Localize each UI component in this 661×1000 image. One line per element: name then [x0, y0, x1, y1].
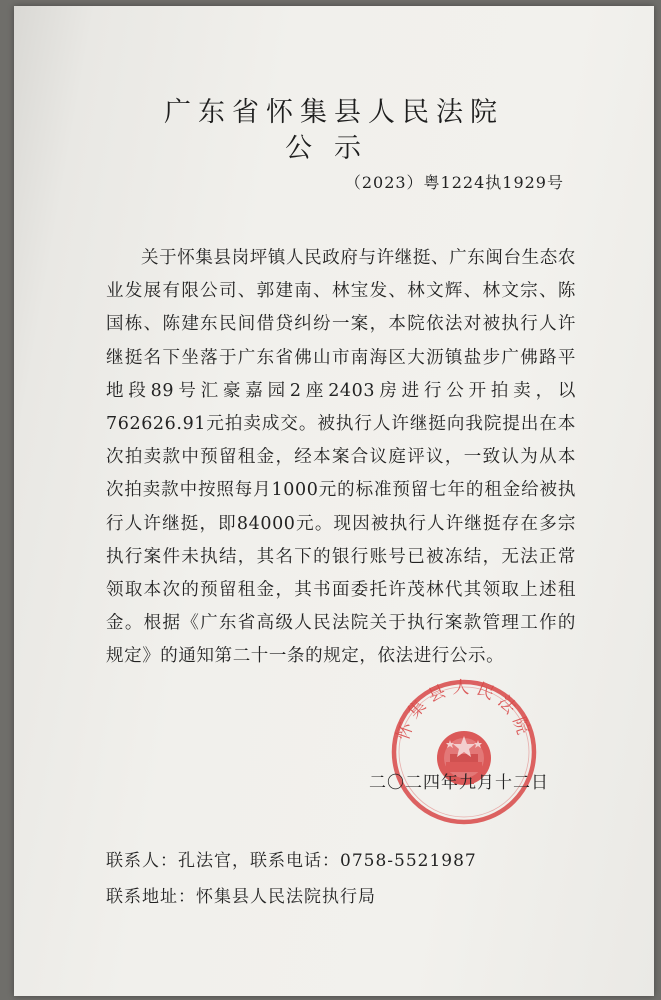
contact-address: 联系地址：怀集县人民法院执行局: [106, 887, 376, 907]
contact-person: 联系人：孔法官，联系电话：0758-5521987: [106, 851, 477, 871]
court-title: 广东省怀集县人民法院: [164, 97, 504, 128]
case-number: （2023）粤1224执1929号: [344, 173, 564, 192]
notice-subtitle: 公示: [285, 133, 383, 164]
svg-text:怀集县人民法院: 怀集县人民法院: [393, 677, 535, 743]
notice-body: 关于怀集县岗坪镇人民政府与许继挺、广东闽台生态农业发展有限公司、郭建南、林宝发、林文辉、林文宗、陈国栋、陈建东民间借贷纠纷一案，本院依法对被执行人许继挺名下坐落于广东省佛山市南海区大沥镇盐步广佛路平地段89号汇豪嘉园2座2403房进行公开拍卖，以762626.91元拍卖成交。被执行人许继挺向我院提出在本次拍卖款中预留租金，经本案合议庭评议，一致认为从本次拍卖款中按照每月1000元的标准预留七年的租金给被执行人许继挺，即84000元。现因被执行人许继挺存在多宗执行案件未执结，其名下的银行账号已被冻结，无法正常领取本次的预留租金，其书面委托许茂林代其领取上述租金。根据《广东省高级人民法院关于执行案款管理工作的规定》的通知第二十一条的规定，依法进行公示。: [106, 248, 576, 667]
court-seal: [384, 674, 544, 826]
seal-stamp-icon: [384, 674, 544, 826]
notice-document: [14, 6, 654, 996]
notice-date: 二〇二四年九月十二日: [369, 773, 549, 793]
